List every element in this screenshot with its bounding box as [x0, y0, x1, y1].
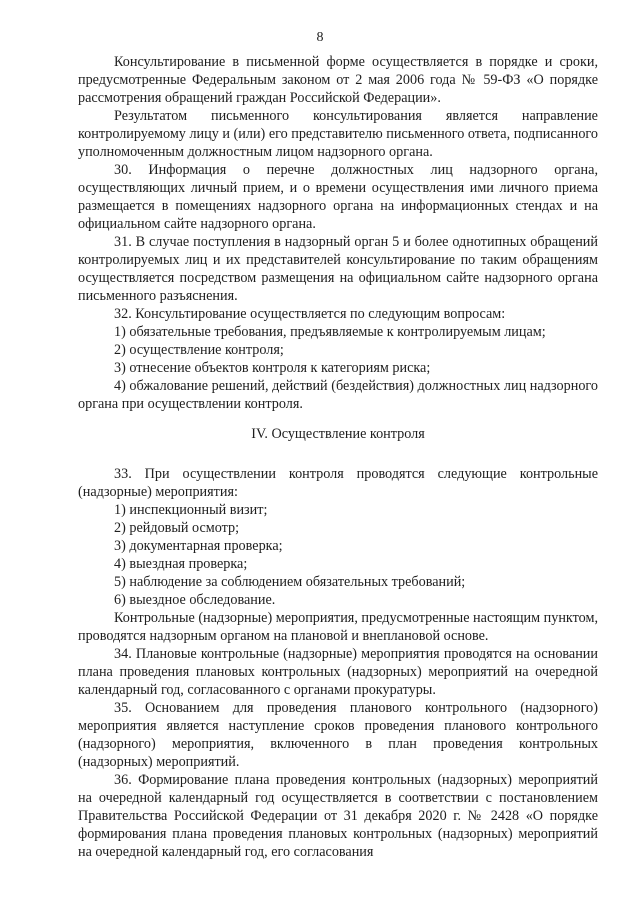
paragraph-item-31: 31. В случае поступления в надзорный орган 5 и более однотипных обращений контролируемых лиц и их представителей консультирование по таким обращениям осуществляется посредством размещения на официальном сайте надзорного органа письменного разъяснения.	[78, 234, 598, 304]
paragraph-item-33: 33. При осуществлении контроля проводятся следующие контрольные (надзорные) мероприятия:	[78, 466, 598, 500]
list-item-32-3: 3) отнесение объектов контроля к категориям риска;	[114, 360, 431, 376]
list-item-33-3: 3) документарная проверка;	[114, 538, 283, 554]
list-item-32-2: 2) осуществление контроля;	[114, 342, 284, 358]
paragraph-item-35: 35. Основанием для проведения планового контрольного (надзорного) мероприятия является наступление сроков проведения планового контрольного (надзорного) мероприятия, включенного в план проведения контрольных (надзорных) мероприятий.	[78, 700, 598, 770]
paragraph-item-34: 34. Плановые контрольные (надзорные) мероприятия проводятся на основании плана проведения плановых контрольных (надзорных) мероприятий на очередной календарный год, согласованного с органами прокуратуры.	[78, 646, 598, 698]
list-item-33-2: 2) рейдовый осмотр;	[114, 520, 240, 536]
paragraph-item-36: 36. Формирование плана проведения контрольных (надзорных) мероприятий на очередной календарный год осуществляется в соответствии с постановлением Правительства Российской Федерации от 31 декабря 2020 г. № 2428 «О порядке формирования плана проведения плановых контрольных (надзорных) мероприятий на очередной календарный год, его согласования	[78, 772, 598, 860]
page-number: 8	[316, 30, 324, 45]
paragraph-written-consultation-procedure: Консультирование в письменной форме осуществляется в порядке и сроки, предусмотренные Федеральным законом от 2 мая 2006 года № 59-ФЗ «О порядке рассмотрения обращений граждан Российской Федерации».	[78, 54, 598, 106]
list-item-33-5: 5) наблюдение за соблюдением обязательных требований;	[114, 574, 466, 590]
list-item-33-4: 4) выездная проверка;	[114, 556, 248, 572]
document-body	[78, 53, 598, 861]
list-item-32-1: 1) обязательные требования, предъявляемые к контролируемым лицам;	[114, 324, 546, 340]
list-item-32-4: 4) обжалование решений, действий (бездействия) должностных лиц надзорного органа при осуществлении контроля.	[78, 378, 598, 412]
list-item-33-1: 1) инспекционный визит;	[114, 502, 268, 518]
paragraph-item-30: 30. Информация о перечне должностных лиц надзорного органа, осуществляющих личный прием, и о времени осуществления ими личного приема размещается в помещениях надзорного органа на информационных стендах и на официальном сайте надзорного органа.	[78, 162, 598, 232]
paragraph-item-32: 32. Консультирование осуществляется по следующим вопросам:	[114, 306, 506, 322]
paragraph-written-consultation-result: Результатом письменного консультирования является направление контролируемому лицу и (или) его представителю письменного ответа, подписанного уполномоченным должностным лицом надзорного органа.	[78, 108, 598, 160]
paragraph-planned-unplanned: Контрольные (надзорные) мероприятия, предусмотренные настоящим пунктом, проводятся надзорным органом на плановой и внеплановой основе.	[78, 610, 598, 644]
section-heading: IV. Осуществление контроля	[251, 426, 425, 442]
list-item-33-6: 6) выездное обследование.	[114, 592, 276, 608]
